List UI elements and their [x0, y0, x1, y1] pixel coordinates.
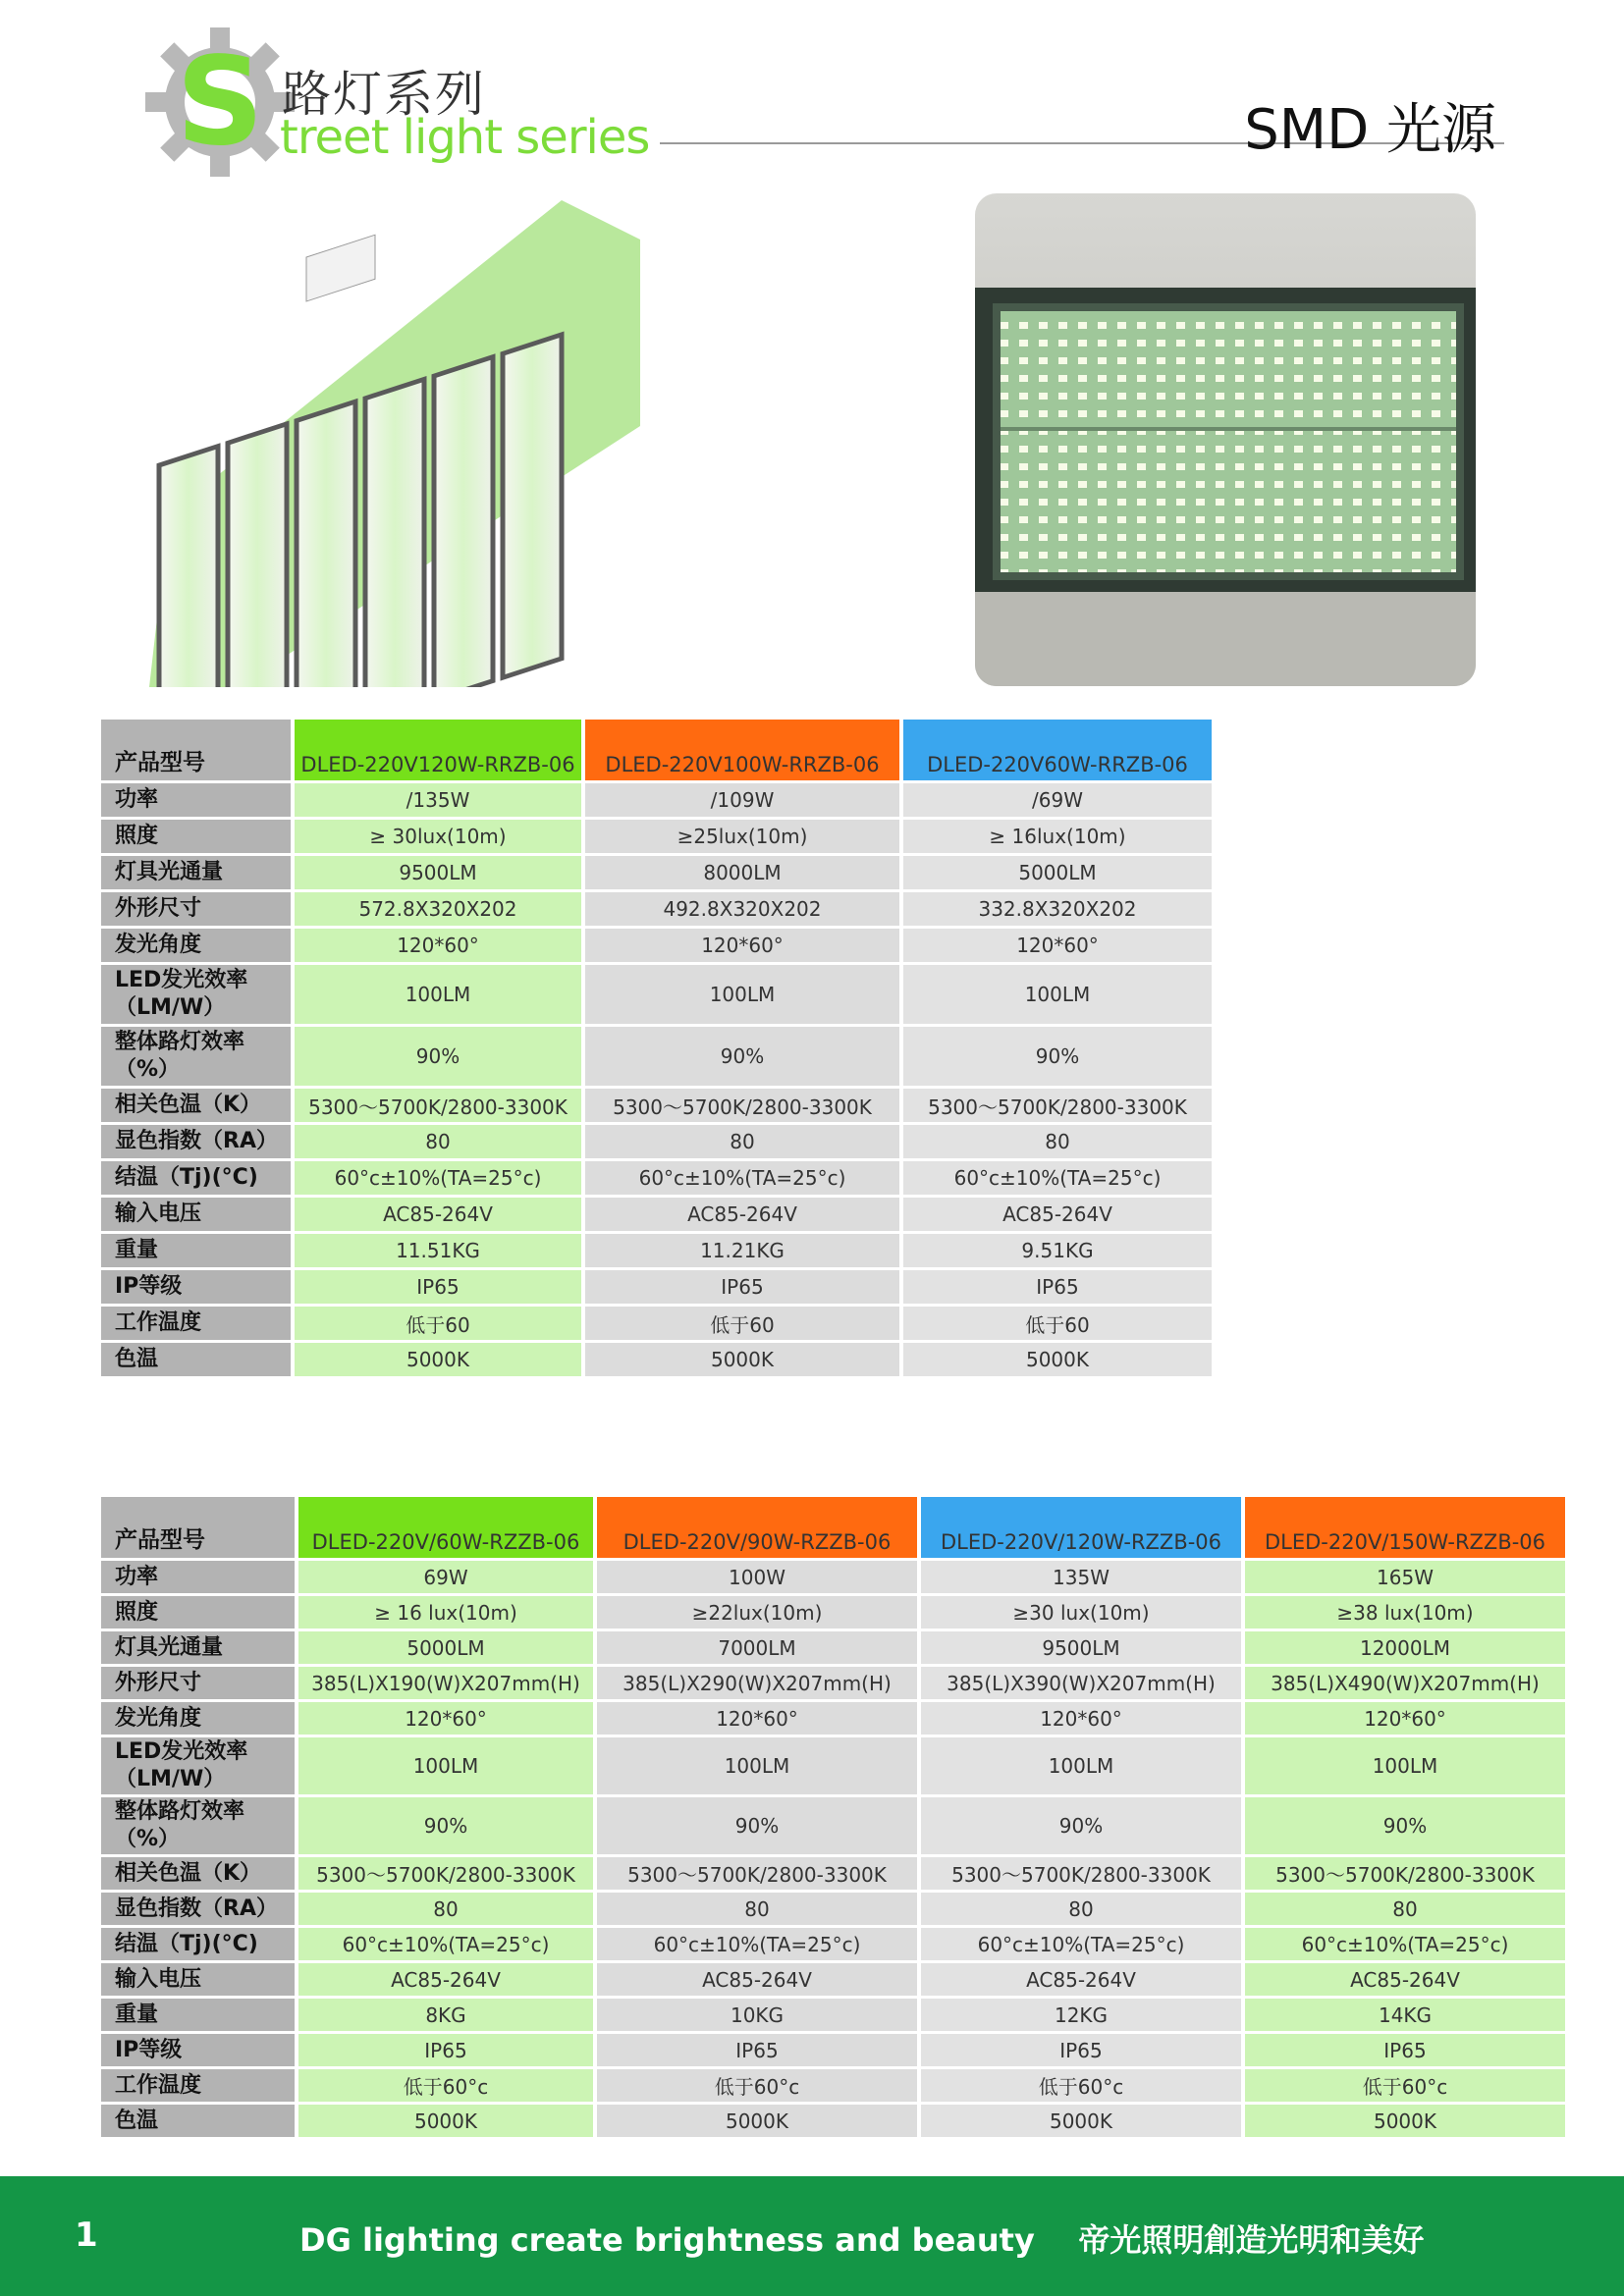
spec-value: 100LM: [597, 1737, 921, 1794]
spec-row: [101, 1999, 1569, 2031]
spec-label: 整体路灯效率 （%）: [101, 1027, 295, 1086]
logo-letter: S: [176, 31, 264, 173]
spec-row: [101, 1561, 1569, 1593]
model-header: DLED-220V/90W-RZZB-06: [597, 1497, 921, 1558]
spec-value: ≥22lux(10m): [597, 1596, 921, 1629]
spec-value: 低于60°c: [921, 2069, 1245, 2102]
spec-label: 重量: [101, 1999, 298, 2031]
spec-value: 5300～5700K/2800-3300K: [585, 1089, 903, 1122]
spec-value: 12000LM: [1245, 1631, 1569, 1664]
spec-value: 120*60°: [597, 1702, 921, 1735]
spec-label: 色温: [101, 1343, 295, 1376]
spec-value: 80: [597, 1893, 921, 1925]
spec-value: 80: [903, 1125, 1216, 1158]
series-title-en: treet light series: [280, 110, 650, 165]
spec-value: IP65: [921, 2034, 1245, 2066]
spec-label: 色温: [101, 2105, 298, 2137]
spec-label: 结温（Tj)(°C): [101, 1161, 295, 1195]
spec-value: 90%: [597, 1797, 921, 1854]
spec-value: 80: [298, 1893, 597, 1925]
spec-value: 60°c±10%(TA=25°c): [295, 1161, 585, 1195]
spec-row: [101, 1893, 1569, 1925]
spec-value: 5300～5700K/2800-3300K: [298, 1857, 597, 1890]
spec-value: /109W: [585, 783, 903, 817]
spec-value: 385(L)X190(W)X207mm(H): [298, 1667, 597, 1699]
spec-value: IP65: [903, 1270, 1216, 1304]
page-number: 1: [75, 2216, 98, 2255]
spec-row: [101, 1857, 1569, 1890]
spec-label: IP等级: [101, 1270, 295, 1304]
model-header-label: 产品型号: [101, 1497, 298, 1558]
spec-row: [101, 2034, 1569, 2066]
spec-value: 低于60: [585, 1307, 903, 1340]
spec-value: 69W: [298, 1561, 597, 1593]
spec-row: [101, 1702, 1569, 1735]
spec-table-rzzb: [101, 1494, 1569, 2140]
spec-value: 60°c±10%(TA=25°c): [585, 1161, 903, 1195]
spec-label: 灯具光通量: [101, 1631, 298, 1664]
spec-value: AC85-264V: [298, 1963, 597, 1996]
spec-label: LED发光效率 （LM/W）: [101, 1737, 298, 1794]
spec-label: LED发光效率 （LM/W）: [101, 965, 295, 1024]
spec-value: 90%: [295, 1027, 585, 1086]
smd-panel-image: [975, 193, 1476, 686]
spec-row: [101, 1161, 1216, 1195]
spec-value: 332.8X320X202: [903, 892, 1216, 926]
spec-value: 低于60°c: [1245, 2069, 1569, 2102]
spec-row: [101, 820, 1216, 853]
spec-value: 5000K: [597, 2105, 921, 2137]
spec-row: [101, 1270, 1216, 1304]
spec-value: 100LM: [903, 965, 1216, 1024]
spec-value: 100W: [597, 1561, 921, 1593]
spec-row: [101, 1343, 1216, 1376]
spec-row: [101, 1797, 1569, 1854]
spec-value: AC85-264V: [921, 1963, 1245, 1996]
spec-value: 492.8X320X202: [585, 892, 903, 926]
spec-row: [101, 1928, 1569, 1960]
spec-value: 100LM: [585, 965, 903, 1024]
spec-label: 功率: [101, 783, 295, 817]
spec-label: 输入电压: [101, 1963, 298, 1996]
spec-row: [101, 2105, 1569, 2137]
spec-value: 5000K: [1245, 2105, 1569, 2137]
spec-value: 5000LM: [903, 856, 1216, 889]
spec-value: 80: [585, 1125, 903, 1158]
spec-label: 工作温度: [101, 1307, 295, 1340]
spec-value: /135W: [295, 783, 585, 817]
spec-label: 外形尺寸: [101, 892, 295, 926]
spec-value: IP65: [597, 2034, 921, 2066]
spec-label: 相关色温（K）: [101, 1857, 298, 1890]
spec-label: 功率: [101, 1561, 298, 1593]
spec-value: ≥ 16lux(10m): [903, 820, 1216, 853]
model-header: DLED-220V/150W-RZZB-06: [1245, 1497, 1569, 1558]
spec-label: 相关色温（K）: [101, 1089, 295, 1122]
spec-value: AC85-264V: [1245, 1963, 1569, 1996]
spec-value: 14KG: [1245, 1999, 1569, 2031]
spec-value: 100LM: [921, 1737, 1245, 1794]
spec-value: 90%: [921, 1797, 1245, 1854]
spec-value: 120*60°: [921, 1702, 1245, 1735]
spec-value: 8KG: [298, 1999, 597, 2031]
spec-value: 100LM: [295, 965, 585, 1024]
spec-value: 90%: [585, 1027, 903, 1086]
spec-row: [101, 1198, 1216, 1231]
spec-label: 结温（Tj)(°C): [101, 1928, 298, 1960]
spec-value: 5000LM: [298, 1631, 597, 1664]
spec-label: 重量: [101, 1234, 295, 1267]
spec-row: [101, 1307, 1216, 1340]
spec-value: 低于60°c: [298, 2069, 597, 2102]
spec-value: ≥ 30lux(10m): [295, 820, 585, 853]
spec-value: 7000LM: [597, 1631, 921, 1664]
spec-value: IP65: [295, 1270, 585, 1304]
spec-value: 100LM: [1245, 1737, 1569, 1794]
model-header-label: 产品型号: [101, 720, 295, 780]
model-header: DLED-220V/60W-RZZB-06: [298, 1497, 597, 1558]
model-header: DLED-220V120W-RRZB-06: [295, 720, 585, 780]
model-header: DLED-220V60W-RRZB-06: [903, 720, 1216, 780]
spec-value: 5000K: [585, 1343, 903, 1376]
spec-value: 11.21KG: [585, 1234, 903, 1267]
spec-value: 9500LM: [295, 856, 585, 889]
spec-label: IP等级: [101, 2034, 298, 2066]
spec-value: 100LM: [298, 1737, 597, 1794]
product-photo-smd-panel: [975, 193, 1476, 686]
spec-value: 385(L)X490(W)X207mm(H): [1245, 1667, 1569, 1699]
spec-value: ≥30 lux(10m): [921, 1596, 1245, 1629]
model-header: DLED-220V/120W-RZZB-06: [921, 1497, 1245, 1558]
spec-value: 60°c±10%(TA=25°c): [597, 1928, 921, 1960]
spec-value: 9.51KG: [903, 1234, 1216, 1267]
spec-value: 12KG: [921, 1999, 1245, 2031]
spec-value: 385(L)X390(W)X207mm(H): [921, 1667, 1245, 1699]
spec-value: 80: [1245, 1893, 1569, 1925]
spec-value: AC85-264V: [903, 1198, 1216, 1231]
spec-label: 照度: [101, 1596, 298, 1629]
spec-label: 显色指数（RA）: [101, 1893, 298, 1925]
spec-table-rrzb: [101, 717, 1216, 1379]
spec-value: 60°c±10%(TA=25°c): [921, 1928, 1245, 1960]
spec-value: 90%: [903, 1027, 1216, 1086]
spec-row: [101, 1596, 1569, 1629]
spec-value: AC85-264V: [585, 1198, 903, 1231]
spec-label: 外形尺寸: [101, 1667, 298, 1699]
spec-row: [101, 2069, 1569, 2102]
model-header: DLED-220V100W-RRZB-06: [585, 720, 903, 780]
spec-value: IP65: [585, 1270, 903, 1304]
spec-row: [101, 783, 1216, 817]
spec-value: 385(L)X290(W)X207mm(H): [597, 1667, 921, 1699]
spec-label: 发光角度: [101, 929, 295, 962]
spec-value: 120*60°: [1245, 1702, 1569, 1735]
spec-row: [101, 1234, 1216, 1267]
spec-value: 10KG: [597, 1999, 921, 2031]
spec-value: 5300～5700K/2800-3300K: [903, 1089, 1216, 1122]
spec-label: 整体路灯效率 （%）: [101, 1797, 298, 1854]
spec-value: 5300～5700K/2800-3300K: [597, 1857, 921, 1890]
spec-value: 572.8X320X202: [295, 892, 585, 926]
spec-row: [101, 1027, 1216, 1086]
spec-label: 工作温度: [101, 2069, 298, 2102]
spec-value: 5300～5700K/2800-3300K: [921, 1857, 1245, 1890]
spec-label: 输入电压: [101, 1198, 295, 1231]
spec-value: 120*60°: [585, 929, 903, 962]
spec-value: 11.51KG: [295, 1234, 585, 1267]
spec-value: /69W: [903, 783, 1216, 817]
spec-row: [101, 1631, 1569, 1664]
spec-value: ≥25lux(10m): [585, 820, 903, 853]
spec-label: 照度: [101, 820, 295, 853]
spec-row: [101, 1125, 1216, 1158]
spec-row: [101, 1667, 1569, 1699]
spec-row: [101, 1089, 1216, 1122]
spec-value: 60°c±10%(TA=25°c): [903, 1161, 1216, 1195]
spec-value: ≥ 16 lux(10m): [298, 1596, 597, 1629]
spec-value: 5000K: [921, 2105, 1245, 2137]
spec-value: 低于60: [295, 1307, 585, 1340]
spec-value: 60°c±10%(TA=25°c): [1245, 1928, 1569, 1960]
spec-value: 120*60°: [903, 929, 1216, 962]
spec-row: [101, 1737, 1569, 1794]
spec-value: AC85-264V: [597, 1963, 921, 1996]
spec-value: 5300～5700K/2800-3300K: [1245, 1857, 1569, 1890]
spec-value: ≥38 lux(10m): [1245, 1596, 1569, 1629]
spec-row: [101, 1963, 1569, 1996]
spec-value: 5000K: [903, 1343, 1216, 1376]
spec-value: 5300～5700K/2800-3300K: [295, 1089, 585, 1122]
spec-row: [101, 892, 1216, 926]
spec-label: 灯具光通量: [101, 856, 295, 889]
spec-value: 5000K: [298, 2105, 597, 2137]
spec-row: [101, 929, 1216, 962]
spec-value: 120*60°: [298, 1702, 597, 1735]
gear-logo-icon: [145, 27, 295, 177]
spec-value: 低于60°c: [597, 2069, 921, 2102]
spec-value: 80: [295, 1125, 585, 1158]
spec-value: 165W: [1245, 1561, 1569, 1593]
spec-value: AC85-264V: [295, 1198, 585, 1231]
spec-value: 80: [921, 1893, 1245, 1925]
spec-value: 低于60: [903, 1307, 1216, 1340]
spec-value: IP65: [298, 2034, 597, 2066]
footer-slogan: DG lighting create brightness and beauty 帝光照明創造光明和美好: [299, 2221, 1425, 2259]
spec-value: 90%: [1245, 1797, 1569, 1854]
spec-value: IP65: [1245, 2034, 1569, 2066]
spec-value: 60°c±10%(TA=25°c): [298, 1928, 597, 1960]
spec-value: 120*60°: [295, 929, 585, 962]
spec-row: [101, 965, 1216, 1024]
spec-row: [101, 856, 1216, 889]
spec-value: 8000LM: [585, 856, 903, 889]
series-title-cn: 路灯系列: [282, 66, 486, 123]
spec-value: 5000K: [295, 1343, 585, 1376]
spec-value: 135W: [921, 1561, 1245, 1593]
footer-bar: [0, 2176, 1624, 2296]
spec-label: 显色指数（RA）: [101, 1125, 295, 1158]
spec-label: 发光角度: [101, 1702, 298, 1735]
light-source-title: SMD 光源: [1244, 98, 1496, 162]
product-photo-fixture: [149, 190, 650, 687]
spec-value: 90%: [298, 1797, 597, 1854]
spec-value: 9500LM: [921, 1631, 1245, 1664]
